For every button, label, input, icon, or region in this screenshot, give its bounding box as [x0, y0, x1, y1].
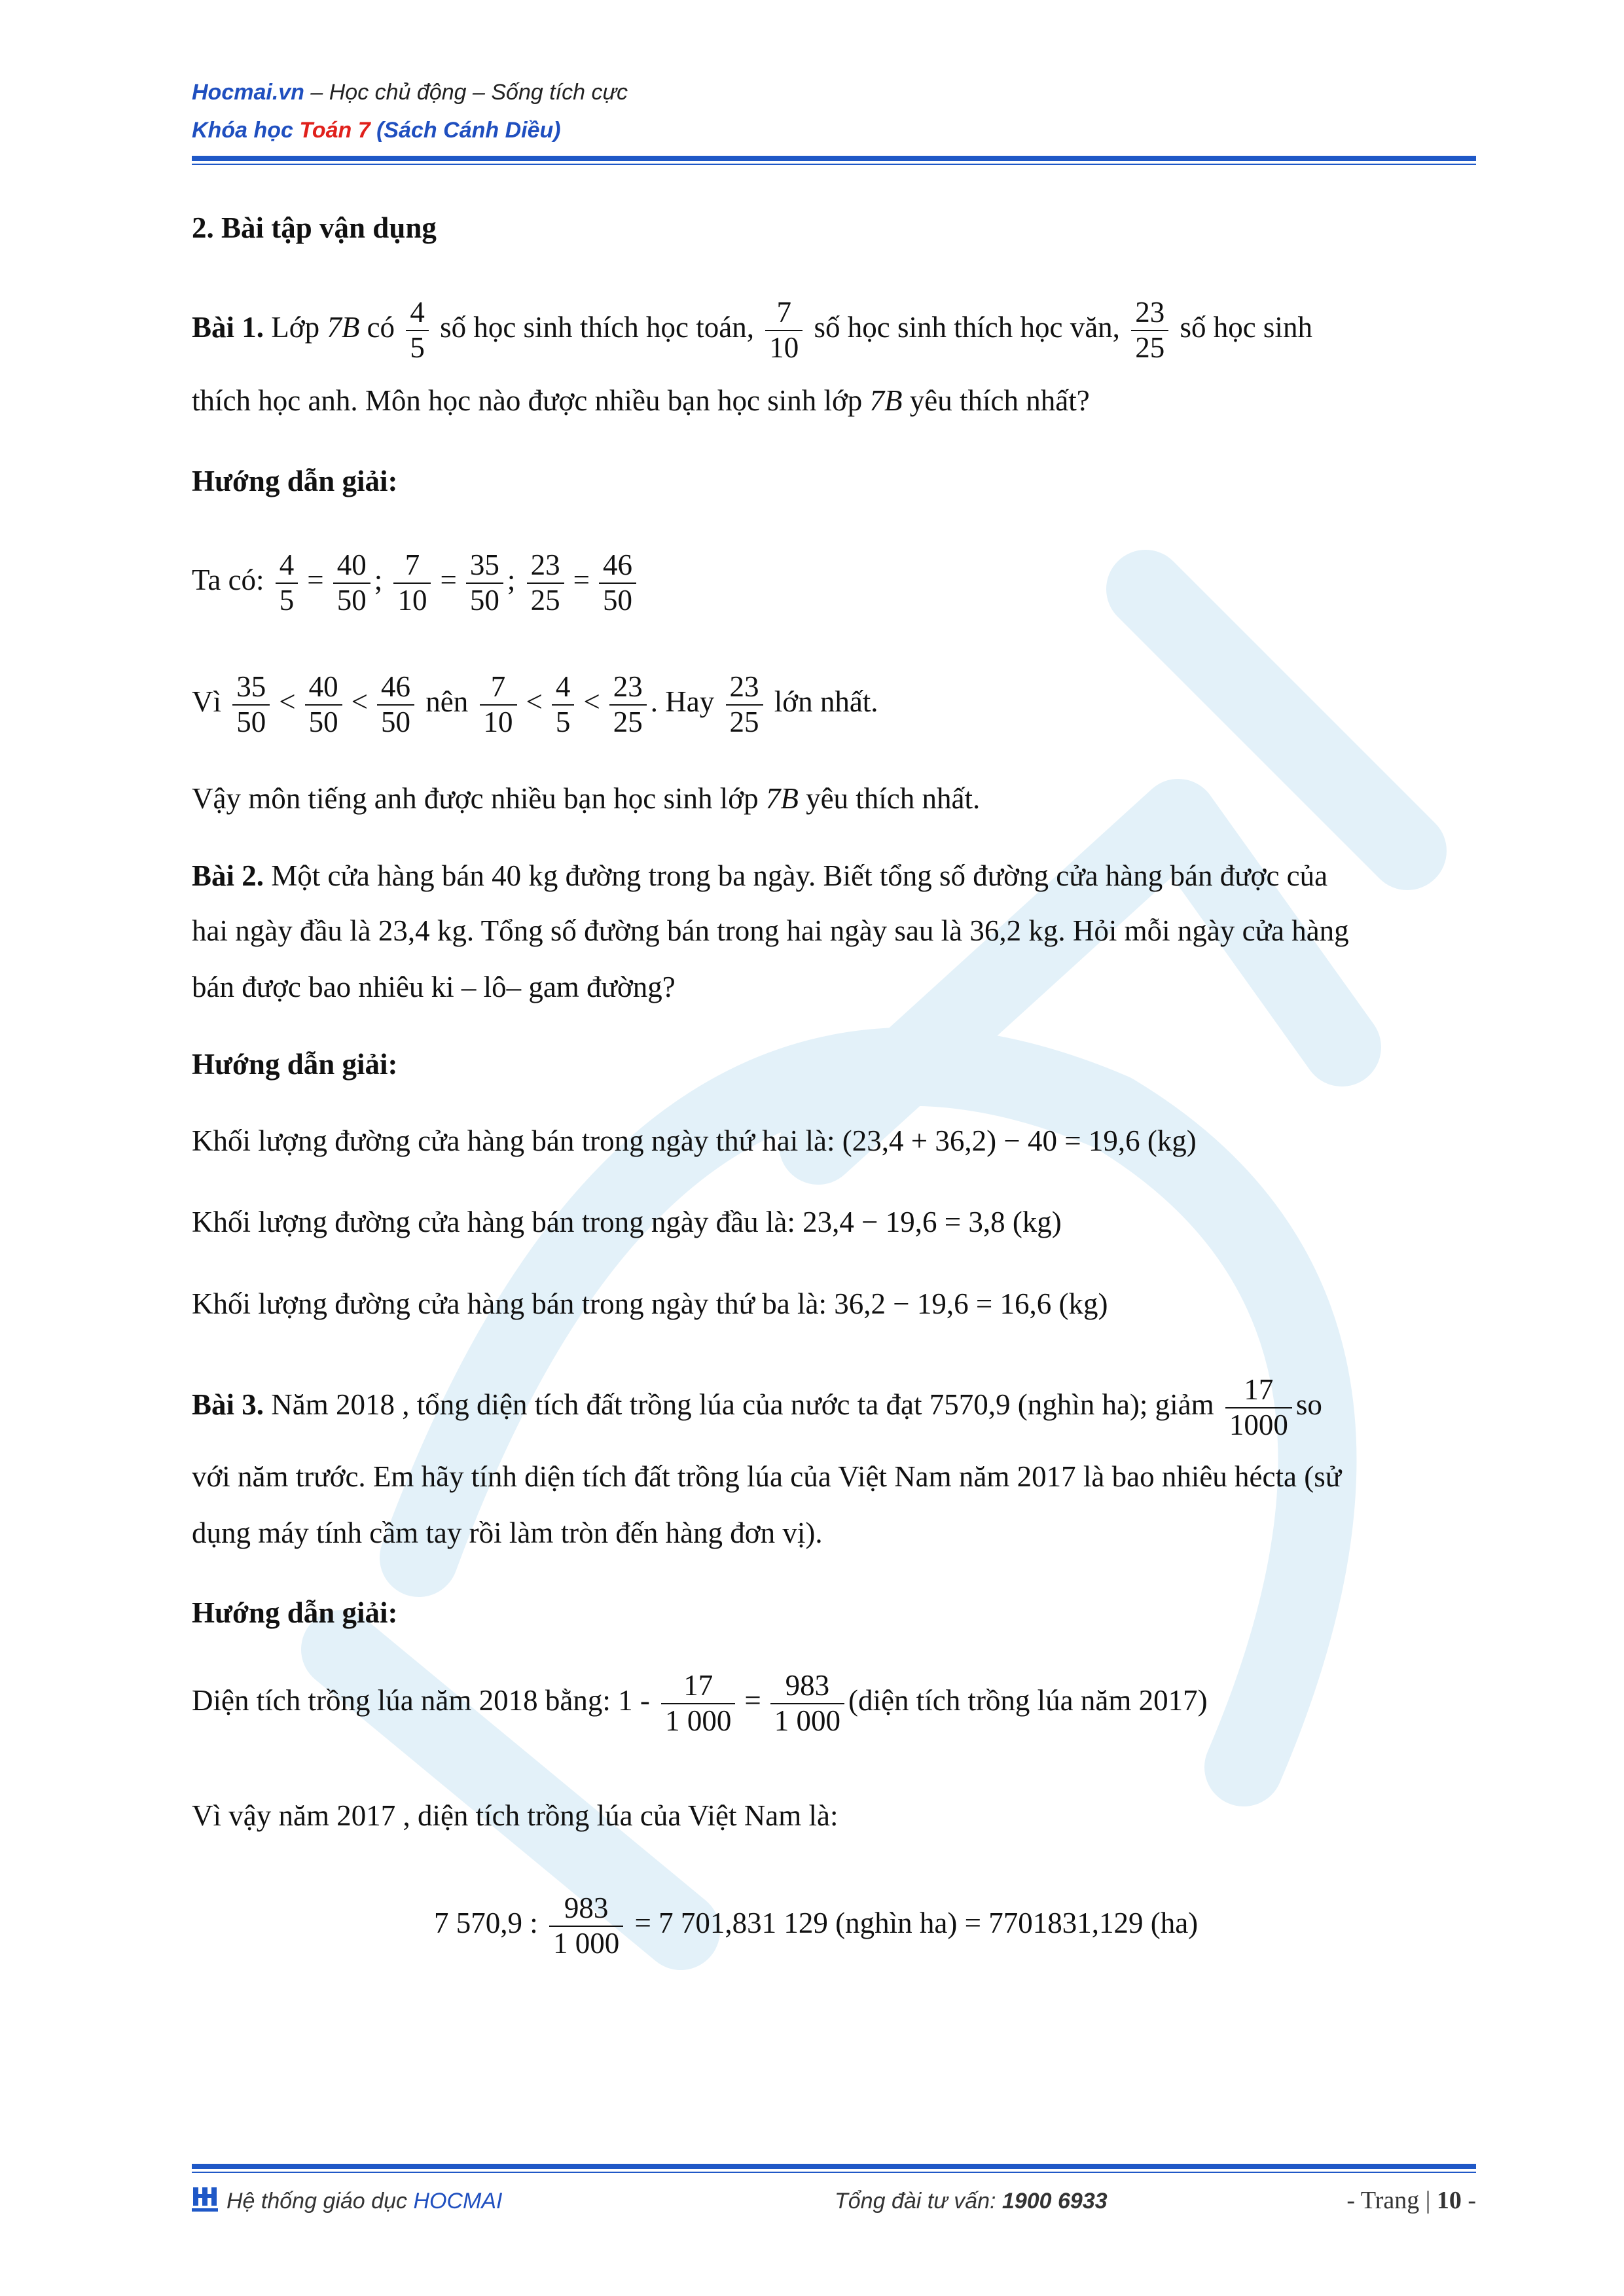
numerator: 35 [466, 548, 503, 584]
slogan: – Học chủ động – Sống tích cực [304, 80, 628, 105]
numerator: 4 [552, 670, 575, 706]
bai2-label: Bài 2. [192, 859, 264, 892]
numerator: 35 [232, 670, 270, 706]
denominator: 5 [279, 583, 295, 617]
denominator: 50 [381, 705, 411, 738]
denominator: 50 [308, 705, 338, 738]
bai1-line-2 [192, 381, 1090, 420]
bai1-taco-line: Ta có: $\frac{4}{5}$ = $\frac{40}{50}$ ; $\frac{7}{10}$ = $\frac{35}{50}$ ; $\frac{23}{25}$ = $\frac{46}{50}$ [192, 548, 640, 618]
numerator: 23 [726, 670, 763, 706]
footer-brand: HOCMAI [413, 2189, 503, 2214]
header-line-1 [192, 80, 628, 105]
fraction [333, 548, 370, 618]
bai1-compare-line: Vì $\frac{35}{50}$ < $\frac{40}{50}$ < $\frac{46}{50}$ nên $\frac{7}{10}$ < $\frac{4}{5}$ < $\frac{23}{25}$ . Hay $\frac{23}{25}$ lớn nhất. [192, 670, 878, 738]
numerator: 40 [333, 548, 370, 584]
bai2-step-1: Khối lượng đường cửa hàng bán trong ngày thứ hai là: (23,4 + 36,2) − 40 = 19,6 (kg) [192, 1124, 1197, 1157]
class-name: 7B [869, 384, 903, 417]
text: số học sinh thích học toán, [440, 311, 754, 344]
footer-rule [192, 2164, 1476, 2169]
text: Vì [192, 685, 221, 719]
numerator: 17 [1225, 1373, 1292, 1408]
class-name: 7B [327, 311, 360, 344]
denominator: 25 [1135, 331, 1165, 364]
denominator: 1 000 [774, 1704, 840, 1737]
denominator: 10 [769, 331, 799, 364]
fraction [552, 670, 575, 740]
denominator: 1 000 [665, 1704, 732, 1737]
text: = 7 701,831 129 (nghìn ha) = 7701831,129 (ha) [634, 1907, 1199, 1940]
text: có [359, 311, 395, 344]
denominator: 1000 [1229, 1408, 1288, 1441]
denominator: 5 [410, 331, 425, 364]
bai1-label: Bài 1. [192, 311, 264, 344]
bai3-guide-heading: Hướng dẫn giải: [192, 1596, 398, 1629]
denominator: 25 [729, 705, 759, 738]
text: Một cửa hàng bán 40 kg đường trong ba ngày. Biết tổng số đường cửa hàng bán được của [264, 859, 1328, 892]
header-rule-thin [192, 164, 1476, 165]
denominator: 50 [469, 583, 499, 617]
text: Lớp [264, 311, 327, 344]
bai2-line-1 [192, 856, 1327, 895]
text: Tổng đài tư vấn: [835, 2189, 1002, 2214]
text: Năm 2018 , tổng diện tích đất trồng lúa của nước ta đạt 7570,9 (nghìn ha); giảm [264, 1388, 1214, 1422]
fraction [599, 548, 636, 618]
course-book: (Sách Cánh Diều) [370, 118, 561, 143]
bai3-line-3: dụng máy tính cầm tay rồi làm tròn đến hàng đơn vị). [192, 1516, 823, 1549]
fraction [1131, 296, 1168, 365]
numerator: 983 [770, 1669, 844, 1704]
text: - Trang | [1346, 2187, 1437, 2214]
bai2-guide-heading: Hướng dẫn giải: [192, 1048, 398, 1081]
fraction [377, 670, 414, 740]
hotline-number: 1900 6933 [1001, 2189, 1108, 2214]
numerator: 983 [549, 1892, 623, 1927]
text: 7 570,9 : [434, 1907, 538, 1940]
denominator: 25 [530, 583, 560, 617]
numerator: 4 [276, 548, 298, 584]
numerator: 46 [599, 548, 636, 584]
numerator: 46 [377, 670, 414, 706]
class-name: 7B [765, 782, 799, 815]
bai2-step-3: Khối lượng đường cửa hàng bán trong ngày thứ ba là: 36,2 − 19,6 = 16,6 (kg) [192, 1287, 1108, 1320]
denominator: 25 [613, 705, 643, 738]
text: thích học anh. Môn học nào được nhiều bạn học sinh lớp [192, 384, 870, 417]
numerator: 7 [393, 548, 431, 584]
fraction [609, 670, 647, 740]
text: nên [425, 685, 469, 719]
header-rule [192, 156, 1476, 161]
fraction [466, 548, 503, 618]
denominator: 1 000 [553, 1926, 620, 1960]
fraction [276, 548, 298, 618]
site-name[interactable]: Hocmai.vn [192, 80, 304, 105]
equals-sign: = [744, 1684, 761, 1717]
denominator: 5 [555, 705, 571, 738]
fraction [770, 1669, 844, 1738]
fraction [527, 548, 564, 618]
bai1-guide-heading: Hướng dẫn giải: [192, 465, 398, 497]
text: so [1295, 1388, 1322, 1422]
numerator: 7 [480, 670, 517, 706]
bai3-line-1 [192, 1373, 1322, 1443]
text: Diện tích trồng lúa năm 2018 bằng: 1 - [192, 1684, 650, 1717]
bai1-conclusion [192, 779, 980, 818]
footer-rule-thin [192, 2172, 1476, 2173]
denominator: 10 [483, 705, 513, 738]
text: (diện tích trồng lúa năm 2017) [848, 1684, 1208, 1717]
numerator: 23 [527, 548, 564, 584]
text: - [1461, 2187, 1476, 2214]
denominator: 50 [603, 583, 632, 617]
text: yêu thích nhất? [902, 384, 1090, 417]
fraction [393, 548, 431, 618]
bai1-line-1 [192, 296, 1312, 365]
hocmai-logo-icon [192, 2182, 218, 2214]
numerator: 17 [661, 1669, 735, 1704]
fraction [661, 1669, 735, 1738]
numerator: 23 [1131, 296, 1168, 331]
section-title: 2. Bài tập vận dụng [192, 211, 437, 244]
text: Hệ thống giáo dục [226, 2189, 414, 2214]
fraction [765, 296, 803, 365]
course-subject: Toán 7 [299, 118, 370, 143]
numerator: 23 [609, 670, 647, 706]
fraction [480, 670, 517, 740]
fraction [406, 296, 429, 365]
text: Ta có: [192, 564, 264, 597]
page-num: 10 [1436, 2187, 1462, 2214]
text: yêu thích nhất. [798, 782, 981, 815]
text: lớn nhất. [774, 685, 878, 719]
denominator: 10 [397, 583, 427, 617]
bai3-step-3 [434, 1892, 1198, 1961]
denominator: 50 [336, 583, 367, 617]
text: số học sinh thích học văn, [814, 311, 1120, 344]
fraction [305, 670, 342, 740]
denominator: 50 [236, 705, 266, 738]
fraction [726, 670, 763, 740]
text: Vậy môn tiếng anh được nhiều bạn học sinh lớp [192, 782, 766, 815]
fraction [549, 1892, 623, 1961]
numerator: 40 [305, 670, 342, 706]
bai3-label: Bài 3. [192, 1388, 264, 1422]
bai3-line-2: với năm trước. Em hãy tính diện tích đất trồng lúa của Việt Nam năm 2017 là bao nhiêu hécta (sử [192, 1460, 1342, 1493]
bai2-step-2: Khối lượng đường cửa hàng bán trong ngày đầu là: 23,4 − 19,6 = 3,8 (kg) [192, 1206, 1062, 1238]
bai3-step-2: Vì vậy năm 2017 , diện tích trồng lúa của Việt Nam là: [192, 1799, 839, 1832]
footer-hotline [835, 2189, 1108, 2214]
page-number [1346, 2186, 1476, 2215]
bai3-step-1 [192, 1669, 1208, 1738]
numerator: 4 [406, 296, 429, 331]
header-line-2 [192, 118, 561, 143]
fraction [1225, 1373, 1292, 1443]
numerator: 7 [765, 296, 803, 331]
bai2-line-3: bán được bao nhiêu ki – lô– gam đường? [192, 971, 676, 1003]
text: . Hay [650, 685, 715, 719]
fraction [232, 670, 270, 740]
footer-system [226, 2189, 502, 2214]
bai2-line-2: hai ngày đầu là 23,4 kg. Tổng số đường bán trong hai ngày sau là 36,2 kg. Hỏi mỗi ngày cửa hàng [192, 914, 1349, 947]
text: số học sinh [1180, 311, 1312, 344]
course-prefix: Khóa học [192, 118, 300, 143]
